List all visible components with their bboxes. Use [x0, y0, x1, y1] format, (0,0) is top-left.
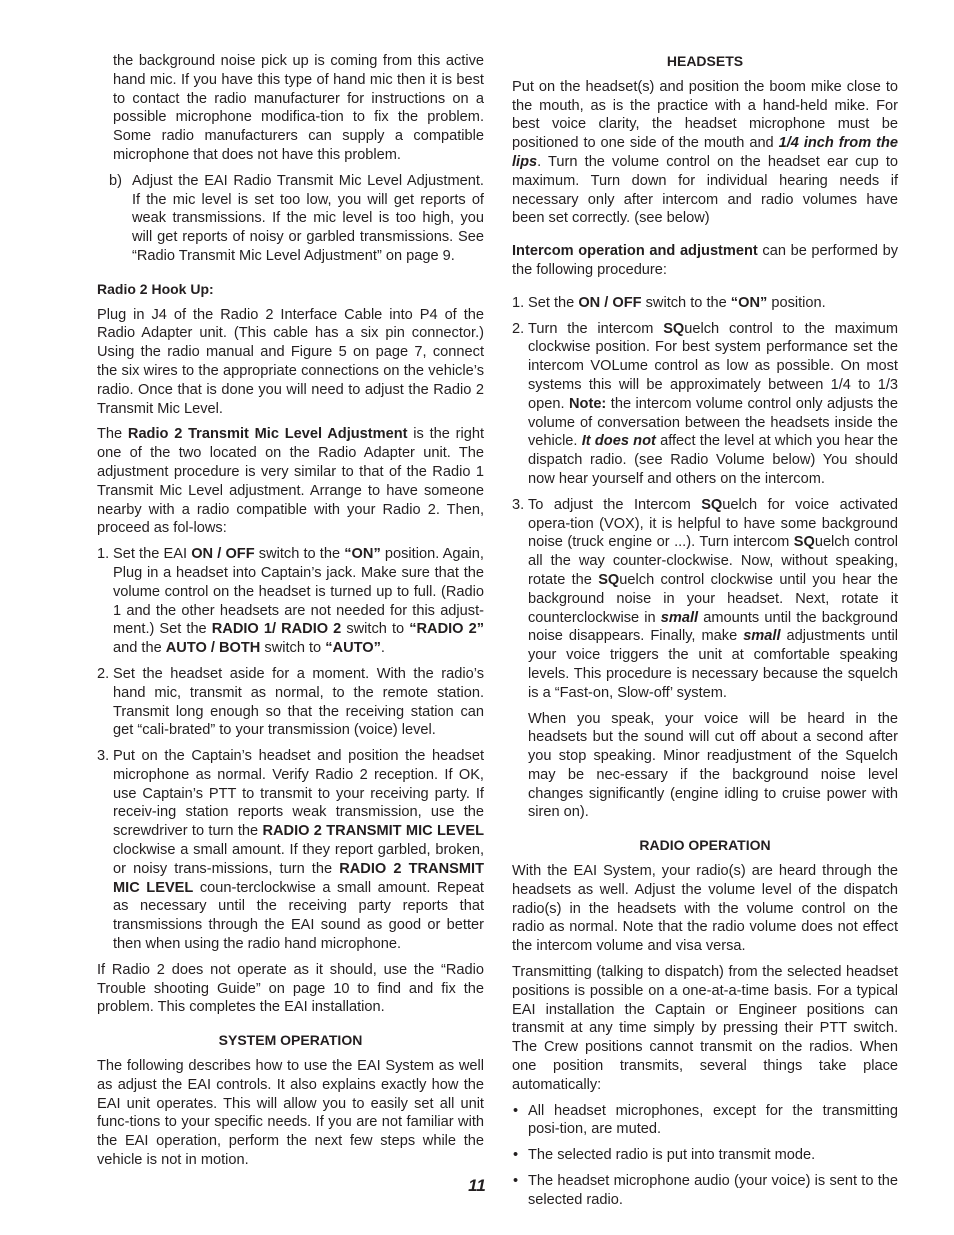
system-operation-heading: SYSTEM OPERATION [218, 1032, 363, 1049]
list-item-text: Adjust the EAI Radio Transmit Mic Level Adjustment. If the mic level is set too low, you will get reports of weak transmissions. If the mic level is too high, you will get reports of noisy or garbled transmissions. See “Radio Transmit Mic Level Adjustment” on page 9. [132, 172, 484, 264]
list-item-b [97, 172, 484, 266]
list-label: b) [109, 172, 122, 189]
left-column [97, 52, 484, 1170]
squelch-note-paragraph: When you speak, your voice will be heard in the headsets but the sound will cut off about a second after you stop speaking. Minor readjustment of the Squelch may be nec-essary if the background noise level changes significantly (engine idling to cruise power with siren on). [528, 710, 898, 821]
bullet-item: • The headset microphone audio (your voice) is sent to the selected radio. [513, 1173, 898, 1208]
headsets-paragraph: Put on the headset(s) and position the boom mike close to the mouth, as is the practice with a hand-held mike. For best voice clarity, the headset microphone must be positioned to one side of the mouth and 1/4 inch from the lips. Turn the volume control on the headset ear cup to maximum. Turn down for individual hearing needs if necessary only after intercom and radio volumes have been set correctly. (see below) [512, 78, 898, 227]
bullet-icon: • [513, 1102, 519, 1119]
radio-operation-heading: RADIO OPERATION [639, 837, 771, 854]
right-column [512, 52, 898, 1210]
page-number: 11 [468, 1176, 486, 1195]
bullet-icon: • [513, 1147, 519, 1164]
list-item: 1. Set the EAI ON / OFF switch to the “ON” position. Again, Plug in a headset into Captain’s jack. Make sure that the volume control on the headset is turned up to full. (Radio 1 and the other headsets are not needed for this adjust-ment.) Set the RADIO 1/ RADIO 2 switch to “RADIO 2” and the AUTO / BOTH switch to “AUTO”. [97, 546, 485, 657]
headsets-heading: HEADSETS [666, 53, 744, 69]
system-operation-paragraph: The following describes how to use the EAI System as well as adjust the EAI controls. It also explains exactly how the EAI unit operates. This will allow you to easily set all unit func-tions to your specific needs. If you are not familiar with the EAI operation, perform the next few steps while the vehicle is not in motion. [97, 1058, 484, 1169]
list-item: 3. Put on the Captain’s headset and position the headset microphone as normal. Verify Radio 2 reception. If OK, use Captain’s PTT to transmit to your receiving party. If receiv-ing station reports weak transmission, use the screwdriver to turn the RADIO 2 TRANSMIT MIC LEVEL clockwise a small amount. If they report garbled, broken, or noisy trans-missions, turn the RADIO 2 TRANSMIT MIC LEVEL coun-terclockwise a small amount. Repeat as necessary until the receiving party reports that transmissions through the EAI sound as good or better then when using the radio hand microphone. [97, 748, 484, 953]
list-item: 2. Turn the intercom SQuelch control to the maximum clockwise position. For best system performance set the intercom VOLume control as low as possible. On most systems this will be approximately between 1/4 to 1/3 open. Note: the intercom volume control only adjusts the volume of conversation between the headsets inside the vehicle. It does not affect the level at which you hear the dispatch radio. (see Radio Volume below) You should now hear yourself and others on the intercom. [512, 320, 898, 487]
radio-operation-paragraph: With the EAI System, your radio(s) are heard through the headsets as well. Adjust the volume level of the dispatch radio(s) in the headsets with the volume control on the radio as normal. Note that the radio volume does not effect the intercom volume and visa versa. [512, 863, 898, 955]
radio2-heading: Radio 2 Hook Up: [97, 280, 214, 297]
adjustment-paragraph: The Radio 2 Transmit Mic Level Adjustment is the right one of the two located on the Radio Adapter unit. The adjustment procedure is very similar to that of the Radio 1 Transmit Mic Level adjustment. Arrange to have someone nearby with a radio compatible with your Radio 2. Then, proceed as fol-lows: [97, 426, 485, 537]
list-item: 3. To adjust the Intercom SQuelch for voice activated opera-tion (VOX), it is helpful to have some background noise (truck engine or ...). Turn intercom SQuelch control all the way counter-clockwise. Now, without speaking, rotate the SQuelch control clockwise until you hear the background noise in your headset. Next, rotate it counterclockwise in small amounts until the background noise disappears. Finally, make small adjustments until your voice triggers the unit at comfortable speaking levels. This procedure is necessary because the squelch is a “Fast-on, Slow-off’ system. [512, 496, 899, 701]
transmitting-paragraph: Transmitting (talking to dispatch) from the selected headset positions is possible on a one-at-a-time basis. For a typical EAI installation the Captain or Engineer positions can transmit at any time simply by pressing their PTT switch. The Crew positions cannot transmit on the radios. When one position transmits, several things take place automatically: [512, 964, 898, 1093]
bullet-icon: • [513, 1173, 519, 1190]
radio2-paragraph: Plug in J4 of the Radio 2 Interface Cable into P4 of the Radio Adapter unit. (This cable has a six pin connector.) Using the radio manual and Figure 5 on page 7, connect the six wires to the appropriate connections on the vehicle’s radio. Once that is done you will need to adjust the Radio 2 Transmit Mic Level. [97, 306, 484, 417]
continued-paragraph: the background noise pick up is coming from this active hand mic. If you have this type of hand mic then it is best to contact the radio manufacturer for instructions on a possible microphone modifica-tion to fix the problem. Some radio manufacturers can supply a compatible microphone that does not have this problem. [113, 53, 484, 163]
bullet-item: • All headset microphones, except for the transmitting posi-tion, are muted. [513, 1102, 898, 1138]
list-item: 1. Set the ON / OFF switch to the “ON” position. [512, 294, 826, 311]
troubleshooting-paragraph: If Radio 2 does not operate as it should, use the “Radio Trouble shooting Guide” on page 10 to find and fix the problem. This completes the EAI installation. [97, 961, 484, 1016]
bullet-item: • The selected radio is put into transmit mode. [513, 1147, 816, 1164]
intercom-paragraph: Intercom operation and adjustment can be performed by the following procedure: [512, 243, 898, 278]
list-item: 2. Set the headset aside for a moment. With the radio’s hand mic, transmit as normal, to the remote station. Transmit long enough so that the receiving station can get “cali-brated” to your transmission (voice) level. [97, 665, 484, 739]
